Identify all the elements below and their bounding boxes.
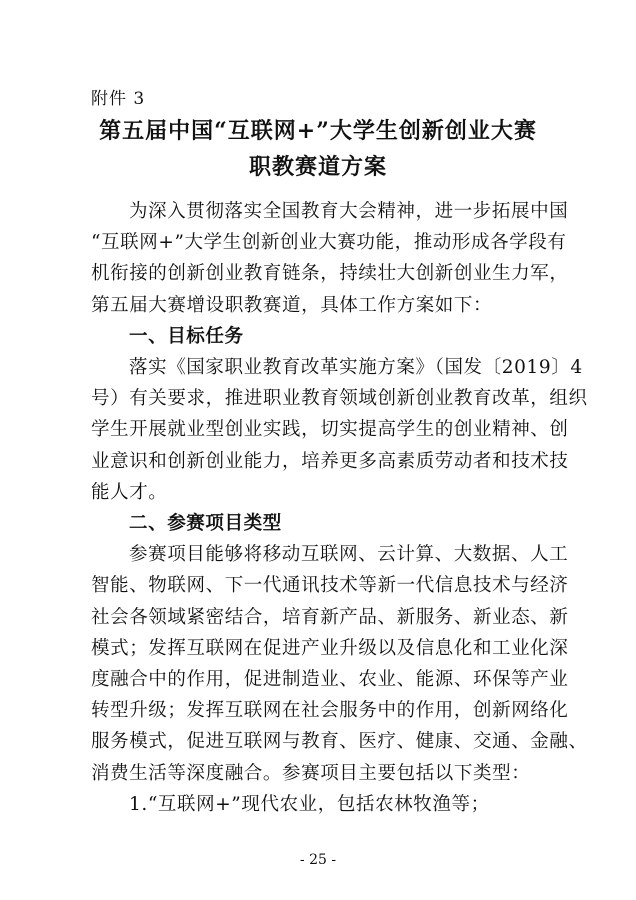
intro-line-4: 第五届大赛增设职教赛道，具体工作方案如下： [91, 294, 493, 316]
section-2-line-4: 模式；发挥互联网在促进产业升级以及信息化和工业化深 [91, 637, 569, 659]
section-1-line-4: 业意识和创新创业能力，培养更多高素质劳动者和技术技 [91, 450, 569, 472]
section-2-line-2: 智能、物联网、下一代通讯技术等新一代信息技术与经济 [91, 575, 569, 597]
page-number: - 25 - [299, 852, 337, 868]
section-2-heading: 二、参赛项目类型 [129, 513, 282, 534]
section-1-heading: 一、目标任务 [129, 325, 244, 347]
section-1-line-5: 能人才。 [91, 481, 168, 503]
attachment-label: 附件 3 [91, 89, 146, 109]
section-1-line-2: 号）有关要求，推进职业教育领域创新创业教育改革，组织 [91, 388, 588, 410]
document-title-line-1: 第五届中国“互联网+”大学生创新创业大赛 [99, 118, 537, 144]
intro-line-2: “互联网+”大学生创新创业大赛功能，推动形成各学段有 [91, 232, 567, 254]
section-2-item-1: 1.“互联网+”现代农业，包括农林牧渔等； [129, 793, 490, 815]
intro-line-3: 机衔接的创新创业教育链条，持续壮大创新创业生力军， [91, 263, 569, 285]
section-2-line-8: 消费生活等深度融合。参赛项目主要包括以下类型： [91, 762, 531, 784]
section-2-line-5: 度融合中的作用，促进制造业、农业、能源、环保等产业 [91, 669, 569, 690]
section-2-line-3: 社会各领域紧密结合，培育新产品、新服务、新业态、新 [91, 606, 569, 628]
document-title-line-2: 职教赛道方案 [248, 154, 387, 180]
section-2-line-7: 服务模式，促进互联网与教育、医疗、健康、交通、金融、 [91, 731, 588, 753]
intro-line-1: 为深入贯彻落实全国教育大会精神，进一步拓展中国 [129, 201, 569, 222]
section-1-line-3: 学生开展就业型创业实践，切实提高学生的创业精神、创 [91, 419, 569, 441]
section-2-line-6: 转型升级；发挥互联网在社会服务中的作用，创新网络化 [91, 700, 569, 722]
section-2-line-1: 参赛项目能够将移动互联网、云计算、大数据、人工 [129, 544, 569, 566]
section-1-line-1: 落实《国家职业教育改革实施方案》（国发〔2019〕4 [129, 357, 583, 378]
